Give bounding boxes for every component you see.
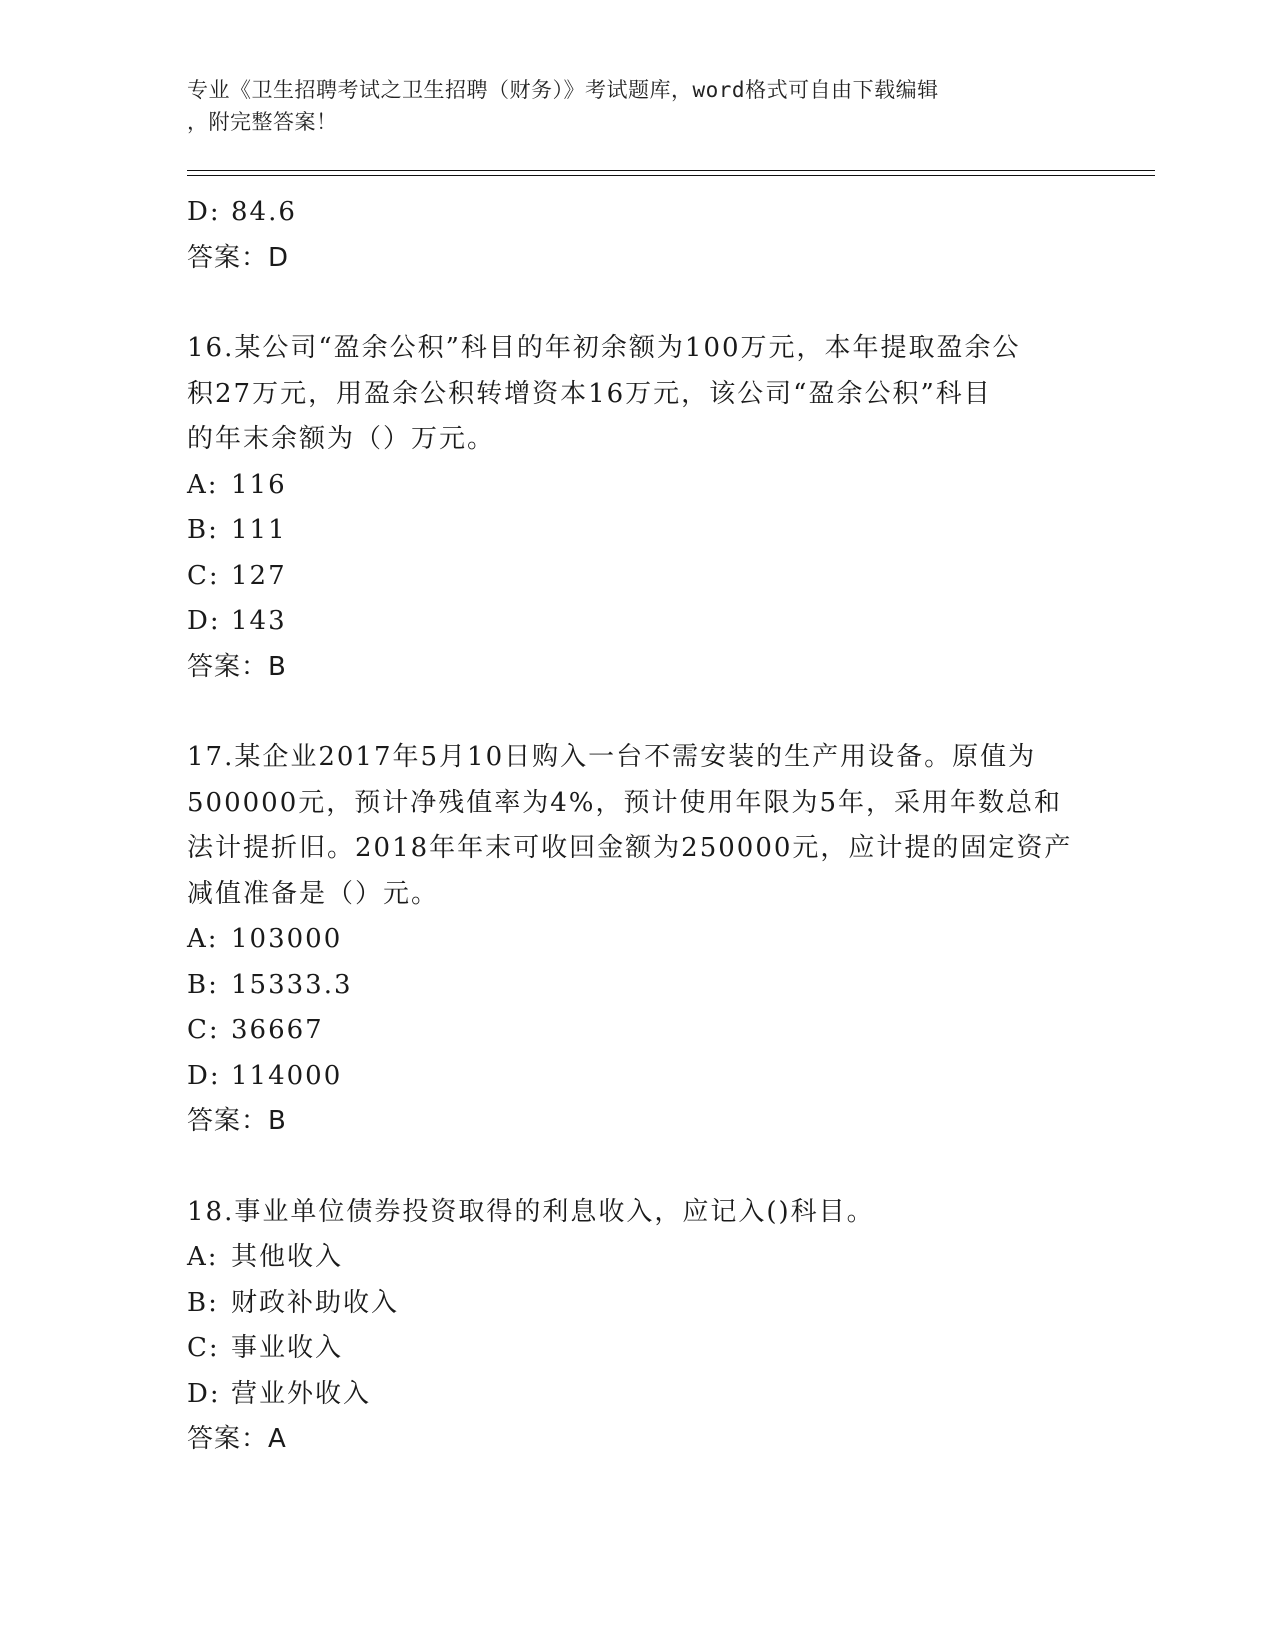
question-text-line: 17.某企业2017年5月10日购入一台不需安装的生产用设备。原值为 [187,742,1037,772]
option-b: B: 财政补助收入 [187,1287,400,1318]
question-text-line: 16.某公司“盈余公积”科目的年初余额为100万元，本年提取盈余公 [187,333,1021,363]
option-c: C: 事业收入 [187,1333,344,1363]
option-a: A: 其他收入 [187,1242,344,1272]
option-b: B: 111 [187,515,287,545]
previous-question-tail [187,190,1087,281]
answer-line: 答案：B [187,1106,287,1136]
answer-line: 答案：D [187,242,290,273]
question-text-line: 积27万元，用盈余公积转增资本16万元，该公司“盈余公积”科目 [187,378,992,409]
header-rule-bottom [187,175,1155,176]
question-text-line: 18.事业单位债券投资取得的利息收入，应记入()科目。 [187,1196,875,1227]
option-d: D: 营业外收入 [187,1378,372,1409]
header-line-2: ，附完整答案！ [187,110,338,134]
option-a: A: 116 [187,469,287,500]
header-rule-top [187,170,1155,171]
question-text-line: 500000元，预计净残值率为4%，预计使用年限为5年，采用年数总和 [187,787,1063,818]
answer-line: 答案：B [187,651,287,682]
option-d: D: 84.6 [187,197,297,227]
question-text-line: 的年末余额为（）万元。 [187,424,496,454]
question-text-line: 减值准备是（）元。 [187,878,440,909]
option-d: D: 143 [187,606,287,636]
answer-line: 答案：A [187,1424,287,1454]
question-17 [187,735,1087,1145]
option-d: D: 114000 [187,1060,343,1091]
option-c: C: 36667 [187,1015,324,1045]
question-text-line: 法计提折旧。2018年年末可收回金额为250000元，应计提的固定资产 [187,833,1073,863]
option-a: A: 103000 [187,924,343,954]
option-c: C: 127 [187,560,287,591]
header-line-1: 专业《卫生招聘考试之卫生招聘（财务）》考试题库，word格式可自由下载编辑 [187,78,939,102]
question-18 [187,1190,1087,1463]
question-16 [187,326,1087,690]
document-header [187,74,1067,138]
option-b: B: 15333.3 [187,969,353,1000]
question-list [187,190,1087,1463]
